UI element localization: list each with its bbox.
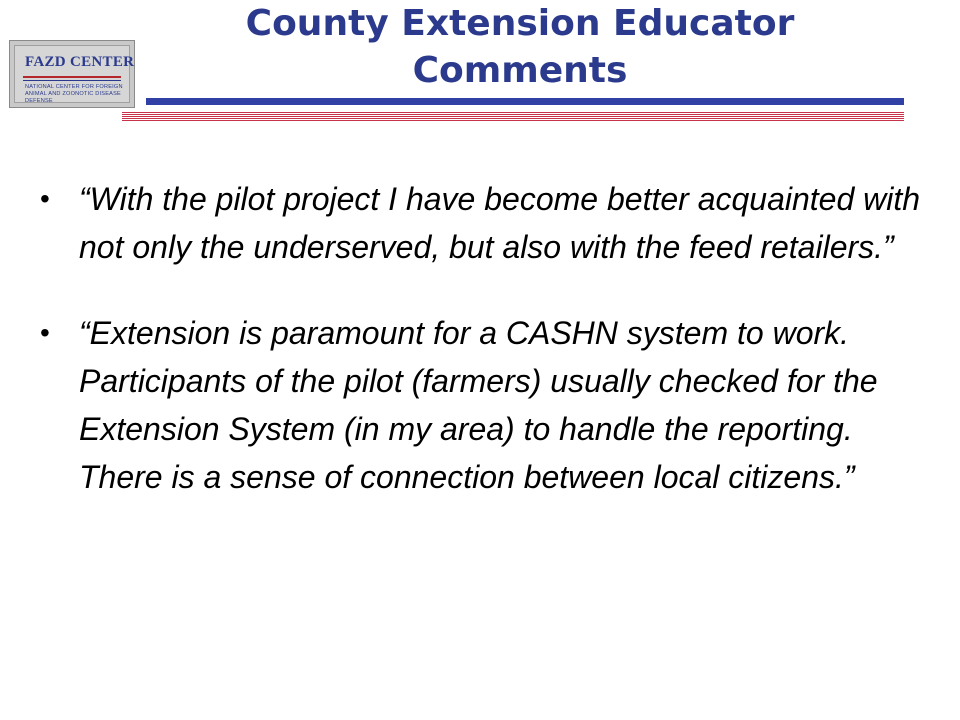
bullet-item-2 xyxy=(38,309,928,501)
bullet-marker: • xyxy=(40,317,50,348)
bullet-text-2: “Extension is paramount for a CASHN system to work. Participants of the pilot (farmers) usually checked for the Extension System (in my area) to handle the reporting. There is a sense of connection between local citizens.” xyxy=(79,315,878,495)
logo-subtitle: NATIONAL CENTER FOR FOREIGN ANIMAL AND ZOONOTIC DISEASE DEFENSE xyxy=(25,84,123,104)
bullet-list xyxy=(38,175,928,501)
bullet-item-1 xyxy=(38,175,928,271)
logo-red-rule xyxy=(23,76,121,78)
slide-title: County Extension Educator Comments xyxy=(245,3,795,91)
title-underline-blue xyxy=(146,98,904,105)
logo-panel xyxy=(14,45,135,104)
bullet-marker: • xyxy=(40,183,50,214)
title-underline-red-stripes xyxy=(122,112,904,122)
bullet-text-1: “With the pilot project I have become better acquainted with not only the underserved, but also with the feed retailers.” xyxy=(79,181,921,265)
fazd-center-logo xyxy=(9,40,135,108)
logo-blue-rule xyxy=(23,80,121,81)
logo-title: FAZD CENTER xyxy=(25,54,135,70)
